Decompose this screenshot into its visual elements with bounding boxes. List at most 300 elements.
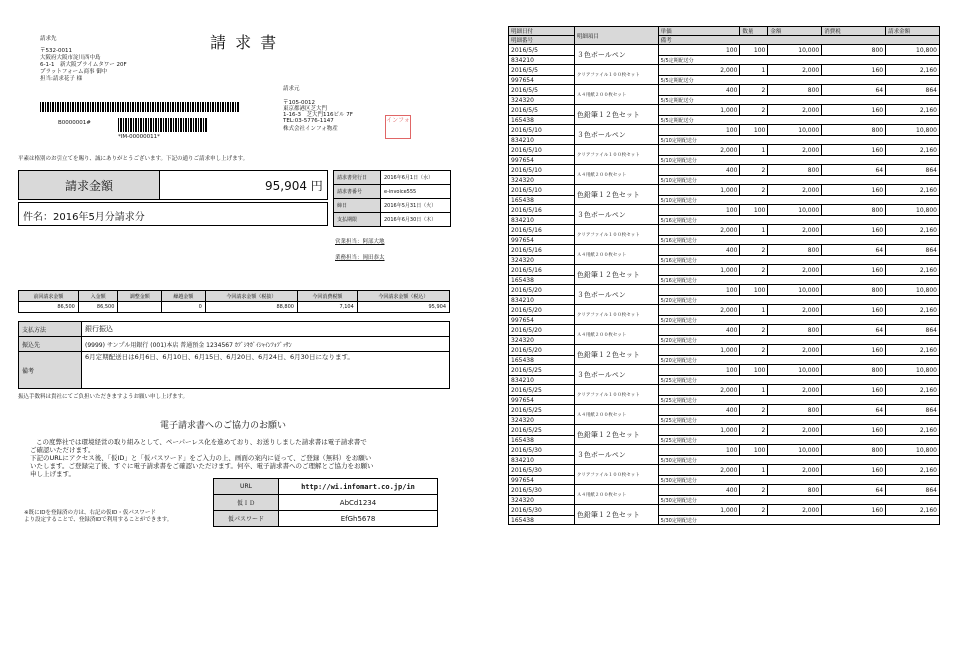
ebill-body-5: 申し上げます。 bbox=[30, 470, 75, 478]
meta-row bbox=[334, 171, 451, 185]
detail-no: 165438 bbox=[509, 516, 575, 525]
detail-row bbox=[509, 165, 940, 176]
summary-header: 今回請求金額（税込） bbox=[357, 291, 449, 302]
detail-no: 324320 bbox=[509, 336, 575, 345]
detail-item: Ａ４用紙２００枚セット bbox=[574, 485, 658, 505]
detail-row-sub bbox=[509, 376, 940, 385]
detail-note: 5/5定期配送分 bbox=[658, 76, 939, 85]
payment-method-row bbox=[19, 322, 450, 337]
ebill-note-2: より設定することで、登録済IDで利用することができます。 bbox=[24, 517, 173, 523]
detail-note: 5/10定期配送分 bbox=[658, 136, 939, 145]
temp-id-value: AbCd1234 bbox=[279, 495, 438, 511]
detail-row-sub bbox=[509, 156, 940, 165]
detail-row bbox=[509, 105, 940, 116]
detail-tax: 160 bbox=[822, 105, 886, 116]
detail-amount: 2,000 bbox=[768, 65, 822, 76]
header-item: 明細項目 bbox=[574, 27, 658, 45]
detail-note: 5/10定期配送分 bbox=[658, 156, 939, 165]
detail-amount: 2,000 bbox=[768, 185, 822, 196]
temp-password-key: 仮パスワード bbox=[214, 511, 279, 527]
greeting-text: 平素は格別のお引立てを賜り、誠にありがとうございます。下記の通りご請求申し上げます。 bbox=[18, 156, 249, 162]
detail-note: 5/16定期配送分 bbox=[658, 256, 939, 265]
detail-unit: 2,000 bbox=[658, 145, 740, 156]
detail-item: クリアファイル１００枚セット bbox=[574, 65, 658, 85]
detail-unit: 400 bbox=[658, 485, 740, 496]
summary-value: 86,500 bbox=[19, 302, 79, 313]
detail-item: 色鉛筆１２色セット bbox=[574, 425, 658, 445]
detail-unit: 2,000 bbox=[658, 465, 740, 476]
summary-header: 今回消費税額 bbox=[297, 291, 357, 302]
detail-item: ３色ボールペン bbox=[574, 205, 658, 225]
detail-row-sub bbox=[509, 256, 940, 265]
detail-unit: 400 bbox=[658, 245, 740, 256]
detail-total: 10,800 bbox=[886, 125, 940, 136]
summary-value: 7,104 bbox=[297, 302, 357, 313]
detail-note: 5/16定期配送分 bbox=[658, 236, 939, 245]
summary-value bbox=[118, 302, 162, 313]
summary-header: 繰越金額 bbox=[162, 291, 206, 302]
detail-item: Ａ４用紙２００枚セット bbox=[574, 165, 658, 185]
detail-no: 834210 bbox=[509, 376, 575, 385]
payment-method-value: 銀行振込 bbox=[82, 322, 450, 337]
detail-amount: 2,000 bbox=[768, 385, 822, 396]
detail-qty: 2 bbox=[740, 185, 768, 196]
detail-qty: 2 bbox=[740, 485, 768, 496]
detail-row-sub bbox=[509, 516, 940, 525]
barcode bbox=[118, 118, 208, 132]
detail-row-sub bbox=[509, 176, 940, 185]
detail-no: 834210 bbox=[509, 456, 575, 465]
from-company: 株式会社インフォ物産 bbox=[283, 126, 338, 132]
payment-table bbox=[18, 321, 450, 389]
detail-tax: 64 bbox=[822, 165, 886, 176]
detail-qty: 2 bbox=[740, 425, 768, 436]
detail-date: 2016/5/20 bbox=[509, 345, 575, 356]
detail-row bbox=[509, 325, 940, 336]
detail-no: 997654 bbox=[509, 236, 575, 245]
amount-label: 請求金額 bbox=[65, 179, 114, 193]
detail-amount: 2,000 bbox=[768, 145, 822, 156]
company-seal: インフォ bbox=[385, 115, 411, 139]
detail-item: クリアファイル１００枚セット bbox=[574, 385, 658, 405]
detail-row-sub bbox=[509, 456, 940, 465]
detail-qty: 1 bbox=[740, 385, 768, 396]
amount-box bbox=[18, 170, 328, 200]
amount-value: 95,904 円 bbox=[265, 179, 323, 193]
detail-row bbox=[509, 405, 940, 416]
detail-tax: 160 bbox=[822, 185, 886, 196]
detail-row bbox=[509, 305, 940, 316]
detail-note: 5/16定期配送分 bbox=[658, 216, 939, 225]
remarks-value: 6月定期配送日は6月6日、6月10日、6月15日、6月20日、6月24日、6月30日になります。 bbox=[82, 352, 450, 389]
detail-amount: 800 bbox=[768, 485, 822, 496]
detail-total: 2,160 bbox=[886, 145, 940, 156]
detail-date: 2016/5/10 bbox=[509, 185, 575, 196]
detail-row bbox=[509, 245, 940, 256]
detail-qty: 2 bbox=[740, 85, 768, 96]
from-address1: 東京都港区芝大門 bbox=[283, 106, 328, 112]
header-note: 備考 bbox=[658, 36, 939, 45]
detail-total: 2,160 bbox=[886, 425, 940, 436]
detail-total: 864 bbox=[886, 325, 940, 336]
meta-row bbox=[334, 199, 451, 213]
detail-amount: 2,000 bbox=[768, 425, 822, 436]
remarks-row bbox=[19, 352, 450, 389]
url-link[interactable]: http://wi.infomart.co.jp/in bbox=[279, 479, 438, 495]
detail-date: 2016/5/25 bbox=[509, 425, 575, 436]
detail-date: 2016/5/5 bbox=[509, 105, 575, 116]
detail-unit: 2,000 bbox=[658, 305, 740, 316]
detail-row bbox=[509, 505, 940, 516]
detail-amount: 800 bbox=[768, 245, 822, 256]
detail-date: 2016/5/30 bbox=[509, 445, 575, 456]
header-no: 明細番号 bbox=[509, 36, 575, 45]
subject-box bbox=[18, 202, 328, 226]
detail-date: 2016/5/5 bbox=[509, 85, 575, 96]
detail-qty: 2 bbox=[740, 265, 768, 276]
detail-date: 2016/5/10 bbox=[509, 125, 575, 136]
detail-tax: 64 bbox=[822, 405, 886, 416]
detail-unit: 2,000 bbox=[658, 385, 740, 396]
detail-no: 324320 bbox=[509, 256, 575, 265]
detail-no: 997654 bbox=[509, 476, 575, 485]
detail-row bbox=[509, 45, 940, 56]
detail-total: 864 bbox=[886, 405, 940, 416]
detail-no: 165438 bbox=[509, 436, 575, 445]
detail-unit: 100 bbox=[658, 285, 740, 296]
detail-item: クリアファイル１００枚セット bbox=[574, 305, 658, 325]
detail-amount: 10,000 bbox=[768, 205, 822, 216]
detail-no: 834210 bbox=[509, 56, 575, 65]
detail-amount: 2,000 bbox=[768, 305, 822, 316]
detail-note: 5/10定期配送分 bbox=[658, 196, 939, 205]
detail-amount: 10,000 bbox=[768, 365, 822, 376]
detail-note: 5/25定期配送分 bbox=[658, 416, 939, 425]
detail-tax: 160 bbox=[822, 385, 886, 396]
detail-item: Ａ４用紙２００枚セット bbox=[574, 325, 658, 345]
detail-date: 2016/5/20 bbox=[509, 285, 575, 296]
password-row bbox=[214, 511, 438, 527]
detail-no: 324320 bbox=[509, 496, 575, 505]
ebill-body-1: この度弊社では環境経営の取り組みとして、ペーパーレス化を進めており、お送りしました請求書は電子請求書で bbox=[36, 438, 367, 446]
detail-item: 色鉛筆１２色セット bbox=[574, 105, 658, 125]
summary-value-row bbox=[19, 302, 450, 313]
detail-unit: 100 bbox=[658, 445, 740, 456]
to-address1: 大阪府大阪市淀川西中島 bbox=[40, 55, 101, 61]
detail-no: 324320 bbox=[509, 416, 575, 425]
detail-note: 5/30定期配送分 bbox=[658, 496, 939, 505]
detail-note: 5/5定期配送分 bbox=[658, 56, 939, 65]
meta-key: 支払期限 bbox=[334, 213, 381, 227]
invoice-title: 請 求 書 bbox=[210, 33, 279, 52]
summary-table bbox=[18, 290, 450, 313]
detail-amount: 2,000 bbox=[768, 225, 822, 236]
detail-row bbox=[509, 205, 940, 216]
detail-date: 2016/5/30 bbox=[509, 505, 575, 516]
to-company: プラットフォーム商事 御中 bbox=[40, 69, 108, 75]
ebill-body-3: 下記のURLにアクセス後、「仮ID」と「仮パスワード」をご入力の上、画面の案内に従って、ご登録（無料）をお願い bbox=[30, 454, 372, 462]
meta-key: 締日 bbox=[334, 199, 381, 213]
meta-value: 2016年6月30日（木） bbox=[381, 213, 451, 227]
summary-header: 入金額 bbox=[78, 291, 118, 302]
detail-total: 2,160 bbox=[886, 465, 940, 476]
detail-tax: 160 bbox=[822, 345, 886, 356]
detail-qty: 1 bbox=[740, 465, 768, 476]
login-info-table bbox=[213, 478, 438, 527]
detail-note: 5/30定期配送分 bbox=[658, 456, 939, 465]
ebill-title: 電子請求書へのご協力のお願い bbox=[160, 421, 287, 431]
detail-unit: 2,000 bbox=[658, 65, 740, 76]
detail-note: 5/20定期配送分 bbox=[658, 316, 939, 325]
detail-no: 997654 bbox=[509, 316, 575, 325]
detail-unit: 1,000 bbox=[658, 265, 740, 276]
detail-item: クリアファイル１００枚セット bbox=[574, 225, 658, 245]
detail-item: ３色ボールペン bbox=[574, 125, 658, 145]
detail-note: 5/20定期配送分 bbox=[658, 336, 939, 345]
detail-row bbox=[509, 265, 940, 276]
detail-row bbox=[509, 185, 940, 196]
detail-no: 997654 bbox=[509, 396, 575, 405]
detail-amount: 10,000 bbox=[768, 45, 822, 56]
from-label: 請求元 bbox=[283, 86, 300, 92]
barcode-right-text: *IM-00000011* bbox=[118, 134, 160, 140]
detail-total: 10,800 bbox=[886, 205, 940, 216]
detail-unit: 400 bbox=[658, 85, 740, 96]
detail-tax: 160 bbox=[822, 225, 886, 236]
detail-tax: 160 bbox=[822, 265, 886, 276]
detail-note: 5/30定期配送分 bbox=[658, 476, 939, 485]
from-postal: 〒105-0012 bbox=[283, 100, 315, 106]
detail-item: 色鉛筆１２色セット bbox=[574, 505, 658, 525]
detail-date: 2016/5/5 bbox=[509, 65, 575, 76]
header-date: 明細日付 bbox=[509, 27, 575, 36]
header-total: 請求金額 bbox=[886, 27, 940, 36]
detail-row-sub bbox=[509, 296, 940, 305]
detail-item: ３色ボールペン bbox=[574, 445, 658, 465]
detail-item: Ａ４用紙２００枚セット bbox=[574, 405, 658, 425]
from-address2: 1-16-3 芝大門116ビル 7F bbox=[283, 112, 353, 118]
detail-amount: 800 bbox=[768, 325, 822, 336]
details-header-row bbox=[509, 27, 940, 36]
detail-no: 834210 bbox=[509, 136, 575, 145]
temp-password-value: EfGh5678 bbox=[279, 511, 438, 527]
detail-row-sub bbox=[509, 56, 940, 65]
detail-total: 864 bbox=[886, 485, 940, 496]
payment-to-key: 振込先 bbox=[19, 337, 82, 352]
detail-row-sub bbox=[509, 76, 940, 85]
detail-qty: 2 bbox=[740, 105, 768, 116]
detail-row-sub bbox=[509, 396, 940, 405]
detail-no: 324320 bbox=[509, 176, 575, 185]
detail-qty: 100 bbox=[740, 205, 768, 216]
detail-no: 165438 bbox=[509, 116, 575, 125]
summary-header: 前回請求金額 bbox=[19, 291, 79, 302]
detail-qty: 100 bbox=[740, 125, 768, 136]
detail-row-sub bbox=[509, 96, 940, 105]
detail-note: 5/25定期配送分 bbox=[658, 376, 939, 385]
detail-row bbox=[509, 65, 940, 76]
temp-id-key: 仮ＩＤ bbox=[214, 495, 279, 511]
ebill-body-2: ご確認いただけます。 bbox=[30, 446, 95, 454]
meta-row bbox=[334, 213, 451, 227]
subject-text: 件名：2016年5月分請求分 bbox=[23, 212, 145, 223]
detail-amount: 800 bbox=[768, 85, 822, 96]
detail-date: 2016/5/16 bbox=[509, 265, 575, 276]
payment-to-row bbox=[19, 337, 450, 352]
summary-header: 今回請求金額（税抜） bbox=[205, 291, 297, 302]
detail-tax: 160 bbox=[822, 425, 886, 436]
from-tel: TEL:03-5776-1147 bbox=[283, 118, 334, 124]
detail-qty: 2 bbox=[740, 165, 768, 176]
detail-note: 5/5定期配送分 bbox=[658, 116, 939, 125]
detail-total: 10,800 bbox=[886, 365, 940, 376]
detail-date: 2016/5/25 bbox=[509, 405, 575, 416]
detail-qty: 2 bbox=[740, 245, 768, 256]
detail-total: 2,160 bbox=[886, 185, 940, 196]
detail-tax: 800 bbox=[822, 45, 886, 56]
header-unit: 単価 bbox=[658, 27, 740, 36]
detail-item: 色鉛筆１２色セット bbox=[574, 345, 658, 365]
detail-no: 324320 bbox=[509, 96, 575, 105]
detail-item: クリアファイル１００枚セット bbox=[574, 465, 658, 485]
detail-total: 10,800 bbox=[886, 445, 940, 456]
detail-date: 2016/5/16 bbox=[509, 205, 575, 216]
detail-total: 864 bbox=[886, 165, 940, 176]
detail-amount: 10,000 bbox=[768, 285, 822, 296]
detail-row bbox=[509, 145, 940, 156]
id-row bbox=[214, 495, 438, 511]
detail-row-sub bbox=[509, 356, 940, 365]
detail-note: 5/5定期配送分 bbox=[658, 96, 939, 105]
detail-amount: 2,000 bbox=[768, 465, 822, 476]
meta-value: 2016年5月31日（火） bbox=[381, 199, 451, 213]
detail-row bbox=[509, 445, 940, 456]
detail-row-sub bbox=[509, 276, 940, 285]
detail-tax: 160 bbox=[822, 65, 886, 76]
detail-amount: 10,000 bbox=[768, 445, 822, 456]
summary-value: 95,904 bbox=[357, 302, 449, 313]
summary-value: 0 bbox=[162, 302, 206, 313]
summary-value: 86,500 bbox=[78, 302, 118, 313]
detail-row bbox=[509, 125, 940, 136]
detail-qty: 100 bbox=[740, 365, 768, 376]
detail-date: 2016/5/10 bbox=[509, 145, 575, 156]
detail-date: 2016/5/20 bbox=[509, 325, 575, 336]
meta-key: 請求書番号 bbox=[334, 185, 381, 199]
detail-tax: 160 bbox=[822, 145, 886, 156]
details-page bbox=[500, 0, 955, 650]
detail-date: 2016/5/16 bbox=[509, 245, 575, 256]
url-row bbox=[214, 479, 438, 495]
detail-qty: 1 bbox=[740, 225, 768, 236]
detail-note: 5/25定期配送分 bbox=[658, 396, 939, 405]
details-header-row-2 bbox=[509, 36, 940, 45]
detail-row bbox=[509, 85, 940, 96]
detail-tax: 160 bbox=[822, 505, 886, 516]
detail-row-sub bbox=[509, 136, 940, 145]
detail-total: 2,160 bbox=[886, 505, 940, 516]
detail-total: 2,160 bbox=[886, 345, 940, 356]
detail-item: Ａ４用紙２００枚セット bbox=[574, 245, 658, 265]
detail-qty: 1 bbox=[740, 145, 768, 156]
detail-note: 5/20定期配送分 bbox=[658, 356, 939, 365]
detail-amount: 10,000 bbox=[768, 125, 822, 136]
detail-no: 997654 bbox=[509, 156, 575, 165]
fee-note: 振込手数料は貴社にてご負担いただきますようお願い申し上げます。 bbox=[18, 394, 189, 400]
detail-row-sub bbox=[509, 476, 940, 485]
detail-amount: 2,000 bbox=[768, 265, 822, 276]
detail-row bbox=[509, 485, 940, 496]
header-qty: 数量 bbox=[740, 27, 768, 36]
detail-total: 2,160 bbox=[886, 65, 940, 76]
detail-amount: 2,000 bbox=[768, 345, 822, 356]
detail-tax: 800 bbox=[822, 445, 886, 456]
to-postal: 〒532-0011 bbox=[40, 48, 72, 54]
detail-unit: 1,000 bbox=[658, 105, 740, 116]
remarks-key: 備考 bbox=[19, 352, 82, 389]
summary-header-row bbox=[19, 291, 450, 302]
detail-unit: 100 bbox=[658, 125, 740, 136]
detail-unit: 400 bbox=[658, 325, 740, 336]
detail-total: 864 bbox=[886, 245, 940, 256]
detail-date: 2016/5/16 bbox=[509, 225, 575, 236]
detail-unit: 100 bbox=[658, 205, 740, 216]
detail-row-sub bbox=[509, 496, 940, 505]
detail-total: 10,800 bbox=[886, 45, 940, 56]
detail-unit: 1,000 bbox=[658, 425, 740, 436]
to-address2: 6-1-1 新大阪プライムタワー 20F bbox=[40, 62, 127, 68]
detail-no: 165438 bbox=[509, 196, 575, 205]
detail-unit: 2,000 bbox=[658, 225, 740, 236]
detail-row bbox=[509, 345, 940, 356]
detail-note: 5/25定期配送分 bbox=[658, 436, 939, 445]
detail-unit: 1,000 bbox=[658, 505, 740, 516]
detail-tax: 64 bbox=[822, 325, 886, 336]
detail-date: 2016/5/10 bbox=[509, 165, 575, 176]
detail-date: 2016/5/30 bbox=[509, 465, 575, 476]
meta-value: 2016年6月1日（水） bbox=[381, 171, 451, 185]
payment-method-key: 支払方法 bbox=[19, 322, 82, 337]
detail-row-sub bbox=[509, 336, 940, 345]
detail-note: 5/30定期配送分 bbox=[658, 516, 939, 525]
detail-total: 864 bbox=[886, 85, 940, 96]
detail-item: ３色ボールペン bbox=[574, 285, 658, 305]
detail-total: 2,160 bbox=[886, 265, 940, 276]
detail-tax: 800 bbox=[822, 125, 886, 136]
detail-note: 5/10定期配送分 bbox=[658, 176, 939, 185]
detail-row-sub bbox=[509, 196, 940, 205]
detail-date: 2016/5/25 bbox=[509, 365, 575, 376]
detail-unit: 400 bbox=[658, 165, 740, 176]
detail-tax: 64 bbox=[822, 245, 886, 256]
detail-tax: 160 bbox=[822, 465, 886, 476]
url-key: URL bbox=[214, 479, 279, 495]
detail-qty: 1 bbox=[740, 305, 768, 316]
detail-note: 5/20定期配送分 bbox=[658, 296, 939, 305]
ebill-note-1: ※既にIDを登録済の方は、右記の仮ID・仮パスワード bbox=[24, 510, 156, 516]
detail-row bbox=[509, 285, 940, 296]
detail-row bbox=[509, 365, 940, 376]
detail-total: 2,160 bbox=[886, 225, 940, 236]
detail-row-sub bbox=[509, 216, 940, 225]
sales-staff: 営業担当：阿部大地 bbox=[335, 239, 385, 245]
detail-item: ３色ボールペン bbox=[574, 365, 658, 385]
detail-no: 165438 bbox=[509, 356, 575, 365]
detail-date: 2016/5/25 bbox=[509, 385, 575, 396]
detail-amount: 800 bbox=[768, 165, 822, 176]
detail-unit: 100 bbox=[658, 45, 740, 56]
detail-row bbox=[509, 225, 940, 236]
